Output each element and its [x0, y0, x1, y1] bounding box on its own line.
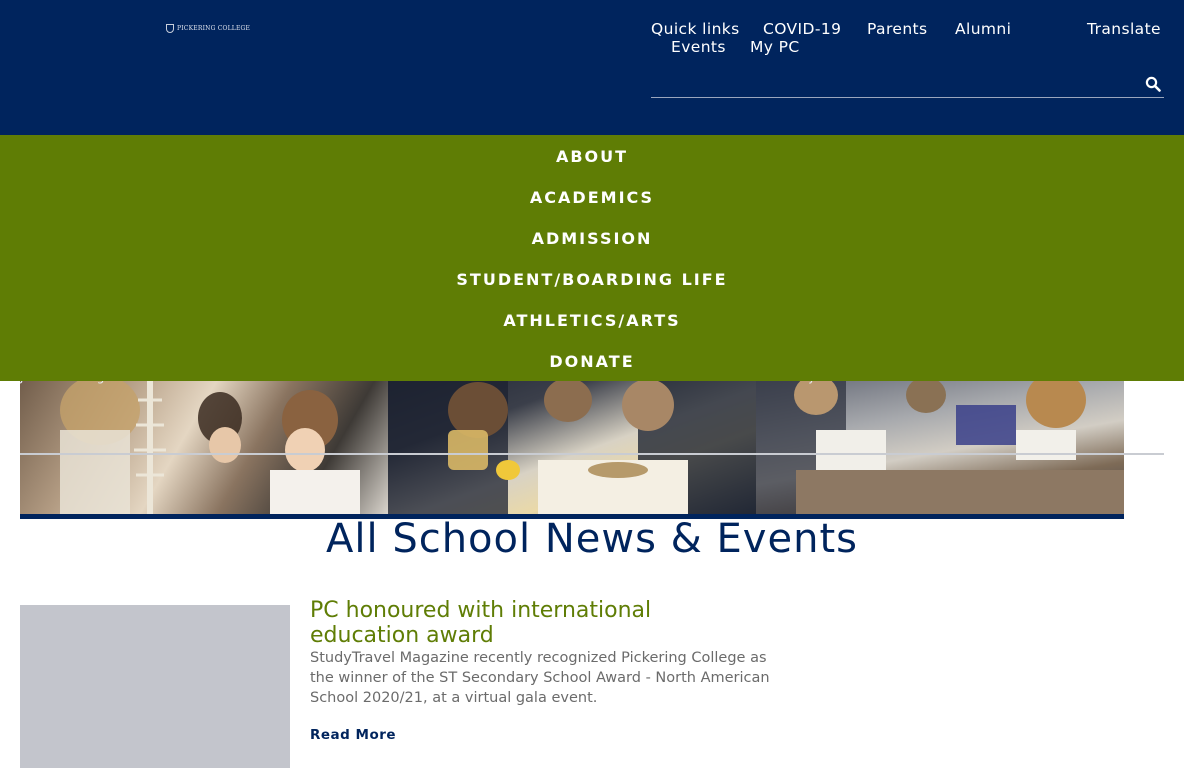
science-class-photo: [388, 370, 756, 514]
search-bar: [651, 73, 1164, 98]
news-thumbnail[interactable]: [20, 605, 290, 768]
site-header: [0, 0, 1184, 135]
news-item-summary: StudyTravel Magazine recently recognized Pickering College as the winner of the ST Secondary School Award - North American School 2020/21, at a virtual gala event.: [310, 650, 770, 706]
nav-item-donate[interactable]: DONATE: [549, 352, 635, 371]
main-navigation-menu: [0, 135, 1184, 381]
quick-link-quick-links[interactable]: Quick links: [651, 20, 740, 38]
hero-strip: [20, 370, 1124, 514]
search-input[interactable]: [651, 73, 1135, 97]
school-logo[interactable]: [166, 21, 250, 35]
divider: [20, 453, 1164, 455]
study-group-photo: [756, 370, 1124, 514]
logo-text: PICKERING COLLEGE: [177, 24, 251, 32]
quick-link-alumni[interactable]: Alumni: [955, 20, 1012, 38]
nav-item-admission[interactable]: ADMISSION: [531, 229, 653, 248]
quick-link-parents[interactable]: Parents: [867, 20, 928, 38]
students-photo: [20, 370, 388, 514]
nav-item-academics[interactable]: ACADEMICS: [529, 188, 655, 207]
nav-item-about[interactable]: ABOUT: [555, 147, 629, 166]
quick-link-my-pc[interactable]: My PC: [750, 38, 800, 56]
nav-item-student-boarding-life[interactable]: STUDENT/BOARDING LIFE: [456, 270, 728, 289]
hero-panel-junior[interactable]: [20, 370, 388, 514]
crest-icon: [166, 24, 174, 33]
search-icon[interactable]: [1145, 76, 1161, 92]
quick-link-translate[interactable]: Translate: [1087, 20, 1161, 38]
section-title: All School News & Events: [326, 516, 858, 562]
quick-link-covid-19[interactable]: COVID-19: [763, 20, 842, 38]
quick-link-events[interactable]: Events: [671, 38, 726, 56]
read-more-link[interactable]: Read More: [310, 727, 397, 743]
nav-item-athletics-arts[interactable]: ATHLETICS/ARTS: [503, 311, 681, 330]
hero-panel-senior[interactable]: [756, 370, 1124, 514]
hero-panel-middle[interactable]: [388, 370, 756, 514]
news-item-title[interactable]: PC honoured with international education award: [310, 598, 652, 648]
